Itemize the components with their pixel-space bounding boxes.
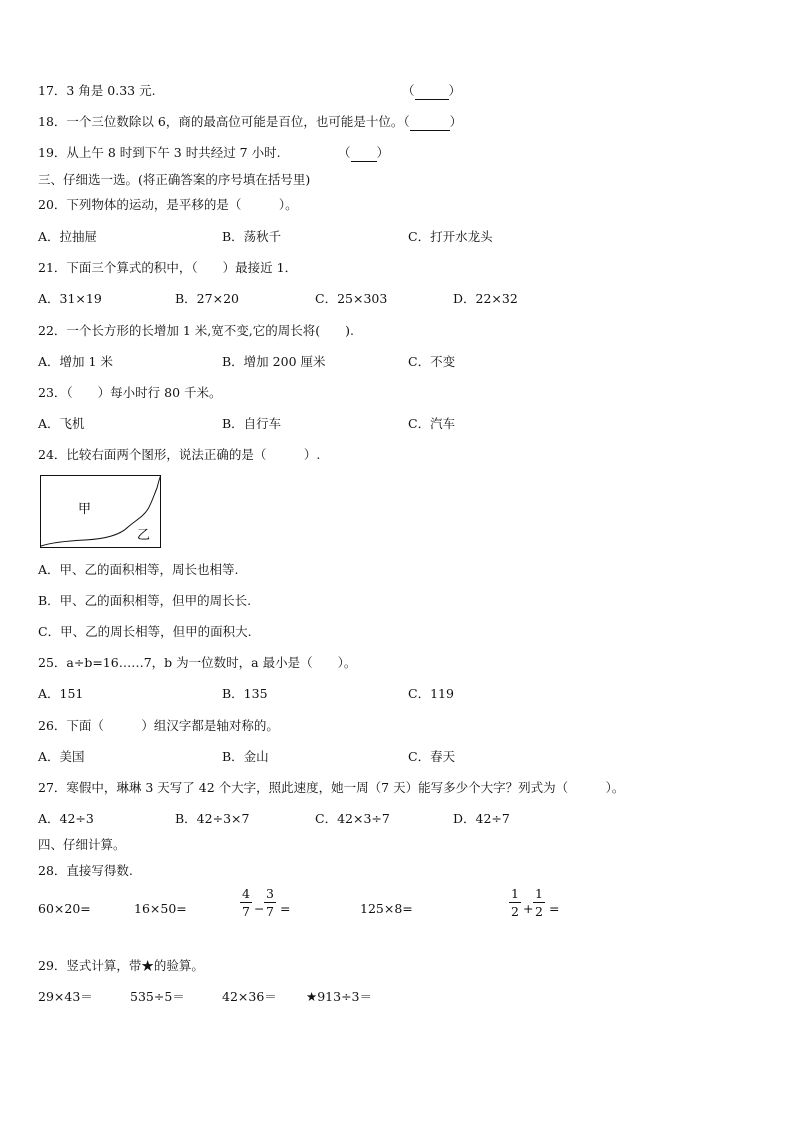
calc-item-4: ★913÷3＝	[306, 989, 372, 1004]
paren-close: ）	[449, 114, 463, 129]
option-a[interactable]: A．42÷3	[38, 811, 94, 826]
question-26: 26．下面（ ）组汉字都是轴对称的。	[38, 718, 279, 733]
option-c[interactable]: C．42×3÷7	[315, 811, 390, 826]
answer-blank-17[interactable]	[402, 83, 461, 100]
numerator: 4	[242, 886, 250, 901]
answer-blank-18[interactable]	[410, 114, 450, 131]
fraction-3-7	[264, 886, 276, 919]
figure-label-jia: 甲	[78, 502, 92, 517]
option-c[interactable]: C．汽车	[408, 416, 456, 431]
equals-sign: =	[549, 901, 560, 916]
answer-blank-19[interactable]	[338, 145, 389, 162]
calc-item-2: 535÷5＝	[130, 989, 185, 1004]
calc-item-4: 125×8=	[360, 901, 413, 916]
fraction-1-2-first	[509, 886, 521, 919]
fraction-4-7	[240, 886, 252, 919]
numerator: 1	[535, 886, 543, 901]
option-a[interactable]: A．151	[38, 686, 84, 701]
option-c[interactable]: C．打开水龙头	[408, 229, 493, 244]
question-29: 29．竖式计算，带★的验算。	[38, 958, 204, 973]
blank-line	[415, 83, 449, 100]
fraction-bar	[533, 902, 545, 903]
question-number: 17．	[38, 83, 67, 98]
calc-item-3: 42×36＝	[222, 989, 277, 1004]
section-4-heading: 四、仔细计算。	[38, 837, 126, 852]
numerator: 3	[266, 886, 274, 901]
fraction-bar	[264, 902, 276, 903]
question-23: 23．（ ）每小时行 80 千米。	[38, 385, 222, 400]
denominator: 7	[242, 904, 250, 919]
paren-close: ）	[448, 83, 462, 98]
fraction-bar	[509, 902, 521, 903]
question-text: 一个三位数除以 6，商的最高位可能是百位，也可能是十位。（	[66, 114, 410, 129]
question-19	[38, 145, 281, 161]
denominator: 7	[266, 904, 274, 919]
calc-item-1: 29×43＝	[38, 989, 93, 1004]
question-24: 24．比较右面两个图形，说法正确的是（ ）.	[38, 447, 321, 462]
question-27: 27．寒假中，琳琳 3 天写了 42 个大字，照此速度，她一周（7 天）能写多少个大字？列式为（ ）。	[38, 780, 625, 795]
figure-label-yi: 乙	[137, 528, 151, 543]
option-b[interactable]: B．自行车	[222, 416, 282, 431]
figure-comparison-diagram	[40, 475, 162, 550]
paren-close: ）	[376, 145, 390, 160]
option-b[interactable]: B．增加 200 厘米	[222, 354, 326, 369]
question-number: 18．	[38, 114, 67, 129]
option-a[interactable]: A．增加 1 米	[38, 354, 113, 369]
paren-open: （	[338, 145, 351, 160]
option-a[interactable]: A．甲、乙的面积相等，周长也相等.	[38, 562, 239, 577]
fraction-1-2-second	[533, 886, 545, 919]
blank-line	[351, 145, 377, 162]
question-17	[38, 83, 156, 99]
paren-open: （	[402, 83, 415, 98]
option-a[interactable]: A．飞机	[38, 416, 85, 431]
minus-sign: −	[254, 901, 265, 916]
question-25: 25．a÷b=16……7，b 为一位数时，a 最小是（ ）。	[38, 655, 357, 670]
option-c[interactable]: C．春天	[408, 749, 456, 764]
option-b[interactable]: B．27×20	[175, 291, 239, 306]
question-28: 28．直接写得数.	[38, 863, 133, 878]
option-d[interactable]: D．22×32	[453, 291, 518, 306]
question-21: 21．下面三个算式的积中，（ ）最接近 1．	[38, 260, 298, 275]
question-number: 19．	[38, 145, 67, 160]
question-20: 20．下列物体的运动，是平移的是（ ）。	[38, 197, 298, 212]
denominator: 2	[535, 904, 543, 919]
question-18	[38, 114, 462, 131]
option-b[interactable]: B．金山	[222, 749, 269, 764]
section-3-heading: 三、仔细选一选。(将正确答案的序号填在括号里)	[38, 172, 311, 187]
option-d[interactable]: D．42÷7	[453, 811, 510, 826]
option-a[interactable]: A．拉抽屉	[38, 229, 98, 244]
question-text: 3 角是 0.33 元.	[66, 83, 156, 98]
option-c[interactable]: C．25×303	[315, 291, 388, 306]
numerator: 1	[511, 886, 519, 901]
option-a[interactable]: A．美国	[38, 749, 85, 764]
option-b[interactable]: B．荡秋千	[222, 229, 282, 244]
option-b[interactable]: B．甲、乙的面积相等，但甲的周长长.	[38, 593, 252, 608]
equals-sign: =	[280, 901, 291, 916]
calc-item-2: 16×50=	[134, 901, 187, 916]
calc-item-1: 60×20=	[38, 901, 91, 916]
denominator: 2	[511, 904, 519, 919]
option-a[interactable]: A．31×19	[38, 291, 102, 306]
option-b[interactable]: B．135	[222, 686, 268, 701]
option-c[interactable]: C．119	[408, 686, 454, 701]
option-b[interactable]: B．42÷3×7	[175, 811, 250, 826]
question-text: 从上午 8 时到下午 3 时共经过 7 小时.	[66, 145, 281, 160]
option-c[interactable]: C．不变	[408, 354, 456, 369]
option-c[interactable]: C．甲、乙的周长相等，但甲的面积大.	[38, 624, 252, 639]
plus-sign: +	[523, 901, 534, 916]
question-22: 22．一个长方形的长增加 1 米,宽不变,它的周长将( ).	[38, 323, 354, 338]
fraction-bar	[240, 902, 252, 903]
